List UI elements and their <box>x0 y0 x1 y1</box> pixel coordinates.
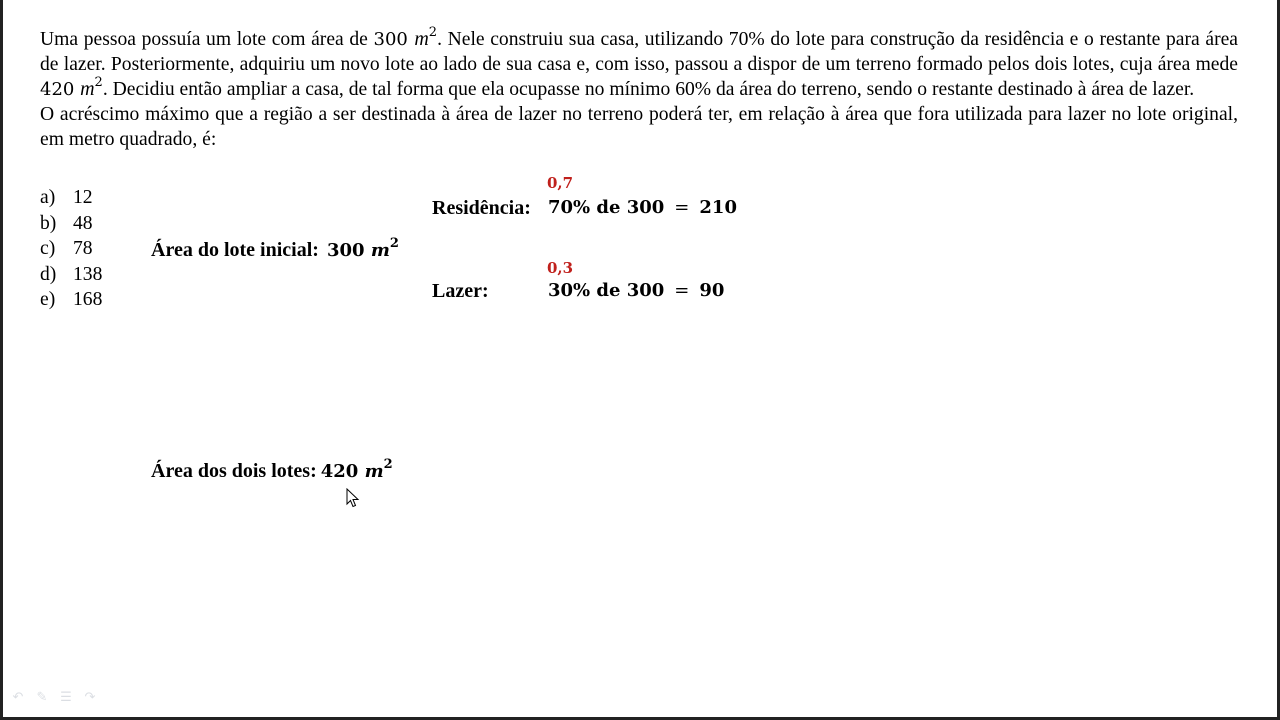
mouse-pointer-icon <box>346 488 360 508</box>
problem-question: O acréscimo máximo que a região a ser destinada à área de lazer no terreno poderá ter, em relação à área que fora utilizada para lazer no lote original, em metro quadrado, é: <box>40 104 1238 150</box>
pen-icon[interactable]: ✎ <box>36 690 48 705</box>
option-e: e) 168 <box>40 289 103 310</box>
lazer-note: Lazer: <box>432 280 489 302</box>
option-c: c) 78 <box>40 238 93 259</box>
residencia-factor: 0,7 <box>547 174 574 192</box>
undo-arrow-icon[interactable]: ↶ <box>12 690 24 705</box>
presentation-toolbar <box>10 691 98 705</box>
lazer-factor: 0,3 <box>547 259 574 277</box>
two-lots-note: Área dos dois lotes: 420 $m^2$ <box>151 457 393 482</box>
area-initial-math: 300 $m^2$ <box>373 25 438 50</box>
redo-arrow-icon[interactable]: ↷ <box>84 690 96 705</box>
problem-statement <box>40 27 1238 152</box>
option-b: b) 48 <box>40 212 93 234</box>
menu-icon[interactable]: ☰ <box>60 690 72 705</box>
option-d: d) 138 <box>40 263 103 285</box>
problem-paragraph-1: Uma pessoa possuía um lote com área de 300 $m^2$. Nele construiu sua casa, utilizando 70% do lote para construção da residência e o restante para área de lazer. Posteriormente, adquiriu um novo lote ao lado de sua casa e, com isso, passou a dispor de um terreno formado pelos dois lotes, cuja área mede 420 $m^2$. Decidiu então ampliar a casa, de tal forma que ela ocupasse no mínimo 60% da área do terreno, sendo o restante destinado à área de lazer. <box>40 25 1238 100</box>
residencia-calc: 70% de 300 = 210 <box>548 197 737 218</box>
area-total-math: 420 $m^2$ <box>40 75 103 100</box>
option-a: a) 12 <box>40 187 93 208</box>
answer-options <box>40 185 102 313</box>
initial-lot-note: Área do lote inicial: 300 $m^2$ <box>151 236 399 261</box>
lazer-calc: 30% de 300 = 90 <box>548 280 725 301</box>
residencia-note: Residência: <box>432 197 531 219</box>
